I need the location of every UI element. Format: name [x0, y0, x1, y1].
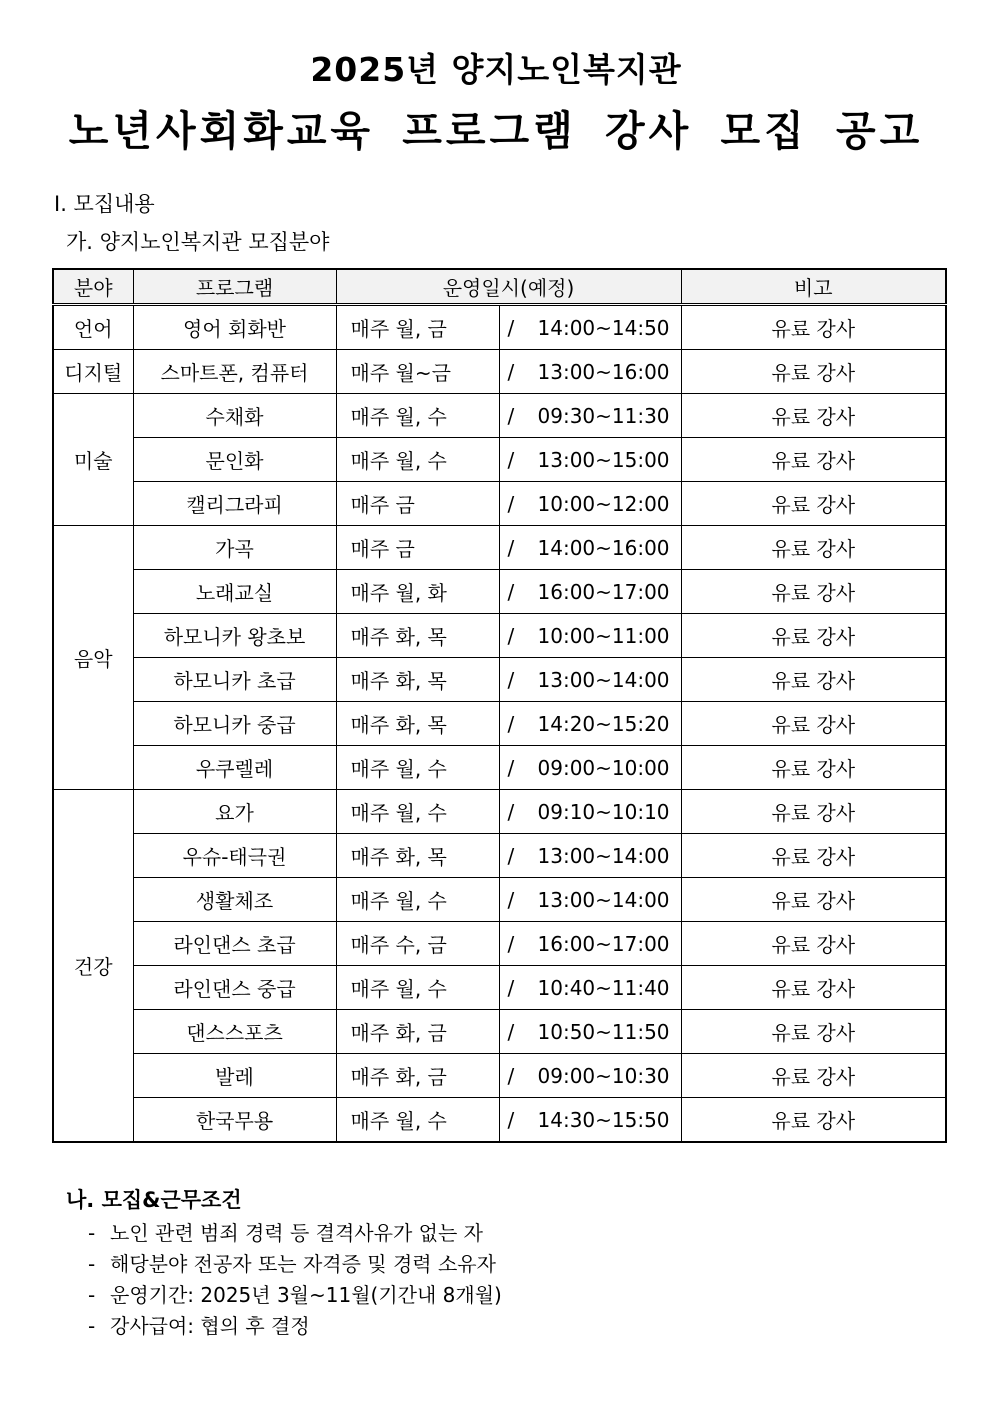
program-cell: 라인댄스 중급 — [133, 966, 336, 1010]
program-cell: 생활체조 — [133, 878, 336, 922]
section-1-heading: Ⅰ. 모집내용 — [54, 192, 155, 216]
condition-text: 운영기간: 2025년 3월~11월(기간내 8개월) — [110, 1283, 502, 1307]
note-cell: 유료 강사 — [681, 922, 946, 966]
program-cell: 한국무용 — [133, 1098, 336, 1143]
table-row — [53, 1098, 946, 1143]
condition-text: 강사급여: 협의 후 결정 — [110, 1314, 310, 1338]
header-schedule: 운영일시(예정) — [336, 269, 681, 305]
program-cell: 우슈-태극권 — [133, 834, 336, 878]
time-separator: / — [507, 1063, 515, 1088]
time-separator: / — [507, 711, 515, 736]
program-cell: 요가 — [133, 790, 336, 834]
time-cell — [499, 702, 681, 746]
category-cell: 미술 — [53, 394, 133, 526]
program-cell: 하모니카 초급 — [133, 658, 336, 702]
table-row — [53, 922, 946, 966]
time-separator: / — [507, 667, 515, 692]
table-row — [53, 966, 946, 1010]
time-separator: / — [507, 799, 515, 824]
note-cell: 유료 강사 — [681, 966, 946, 1010]
note-cell: 유료 강사 — [681, 658, 946, 702]
conditions-list — [88, 1218, 502, 1342]
dash-bullet: - — [88, 1283, 96, 1307]
time-value: 10:00~11:00 — [537, 623, 670, 648]
time-cell — [499, 790, 681, 834]
table-row — [53, 438, 946, 482]
time-separator: / — [507, 755, 515, 780]
dash-bullet: - — [88, 1314, 96, 1338]
header-note: 비고 — [681, 269, 946, 305]
time-separator: / — [507, 975, 515, 1000]
table-row — [53, 394, 946, 438]
table-row — [53, 570, 946, 614]
table-row — [53, 350, 946, 394]
note-cell: 유료 강사 — [681, 614, 946, 658]
note-cell: 유료 강사 — [681, 1054, 946, 1098]
condition-item — [88, 1218, 502, 1249]
program-cell: 노래교실 — [133, 570, 336, 614]
table-row — [53, 878, 946, 922]
time-cell — [499, 614, 681, 658]
note-cell: 유료 강사 — [681, 482, 946, 526]
days-cell: 매주 화, 목 — [336, 614, 499, 658]
time-value: 14:00~16:00 — [537, 535, 670, 560]
table-row — [53, 834, 946, 878]
time-cell — [499, 1054, 681, 1098]
time-value: 14:20~15:20 — [537, 711, 670, 736]
time-value: 09:30~11:30 — [537, 403, 670, 428]
category-cell: 언어 — [53, 305, 133, 350]
table-row — [53, 614, 946, 658]
program-cell: 발레 — [133, 1054, 336, 1098]
days-cell: 매주 화, 금 — [336, 1054, 499, 1098]
time-separator: / — [507, 887, 515, 912]
note-cell: 유료 강사 — [681, 305, 946, 350]
time-value: 16:00~17:00 — [537, 579, 670, 604]
days-cell: 매주 월, 수 — [336, 1098, 499, 1143]
table-header-row — [53, 269, 946, 305]
note-cell: 유료 강사 — [681, 394, 946, 438]
time-cell — [499, 658, 681, 702]
program-cell: 우쿠렐레 — [133, 746, 336, 790]
days-cell: 매주 화, 목 — [336, 702, 499, 746]
time-cell — [499, 350, 681, 394]
days-cell: 매주 월, 화 — [336, 570, 499, 614]
time-value: 13:00~15:00 — [537, 447, 670, 472]
days-cell: 매주 월, 수 — [336, 878, 499, 922]
days-cell: 매주 월, 수 — [336, 746, 499, 790]
days-cell: 매주 월, 수 — [336, 394, 499, 438]
note-cell: 유료 강사 — [681, 350, 946, 394]
header-category: 분야 — [53, 269, 133, 305]
note-cell: 유료 강사 — [681, 790, 946, 834]
days-cell: 매주 월, 수 — [336, 966, 499, 1010]
time-cell — [499, 1098, 681, 1143]
program-cell: 라인댄스 초급 — [133, 922, 336, 966]
program-table — [52, 268, 947, 1143]
title-line-2: 노년사회화교육 프로그램 강사 모집 공고 — [68, 107, 924, 155]
time-value: 13:00~16:00 — [537, 359, 670, 384]
time-separator: / — [507, 843, 515, 868]
program-cell: 댄스스포츠 — [133, 1010, 336, 1054]
time-value: 13:00~14:00 — [537, 887, 670, 912]
time-value: 13:00~14:00 — [537, 667, 670, 692]
time-cell — [499, 746, 681, 790]
time-separator: / — [507, 1107, 515, 1132]
note-cell: 유료 강사 — [681, 438, 946, 482]
time-separator: / — [507, 447, 515, 472]
note-cell: 유료 강사 — [681, 1010, 946, 1054]
days-cell: 매주 월~금 — [336, 350, 499, 394]
condition-text: 해당분야 전공자 또는 자격증 및 경력 소유자 — [110, 1252, 496, 1276]
program-cell: 스마트폰, 컴퓨터 — [133, 350, 336, 394]
note-cell: 유료 강사 — [681, 570, 946, 614]
time-cell — [499, 966, 681, 1010]
program-cell: 하모니카 중급 — [133, 702, 336, 746]
time-cell — [499, 526, 681, 570]
days-cell: 매주 화, 목 — [336, 658, 499, 702]
program-cell: 하모니카 왕초보 — [133, 614, 336, 658]
table-row — [53, 526, 946, 570]
condition-item — [88, 1280, 502, 1311]
days-cell: 매주 월, 금 — [336, 305, 499, 350]
time-separator: / — [507, 491, 515, 516]
dash-bullet: - — [88, 1252, 96, 1276]
time-separator: / — [507, 403, 515, 428]
time-cell — [499, 1010, 681, 1054]
program-cell: 영어 회화반 — [133, 305, 336, 350]
time-cell — [499, 482, 681, 526]
table-row — [53, 482, 946, 526]
section-1-subheading: 가. 양지노인복지관 모집분야 — [66, 230, 330, 254]
condition-text: 노인 관련 범죄 경력 등 결격사유가 없는 자 — [110, 1221, 483, 1245]
time-separator: / — [507, 1019, 515, 1044]
condition-item — [88, 1249, 502, 1280]
program-cell: 문인화 — [133, 438, 336, 482]
time-value: 10:40~11:40 — [537, 975, 670, 1000]
time-separator: / — [507, 535, 515, 560]
time-separator: / — [507, 579, 515, 604]
note-cell: 유료 강사 — [681, 702, 946, 746]
note-cell: 유료 강사 — [681, 1098, 946, 1143]
time-separator: / — [507, 623, 515, 648]
time-cell — [499, 438, 681, 482]
table-row — [53, 658, 946, 702]
note-cell: 유료 강사 — [681, 834, 946, 878]
program-cell: 수채화 — [133, 394, 336, 438]
time-cell — [499, 394, 681, 438]
time-value: 13:00~14:00 — [537, 843, 670, 868]
condition-item — [88, 1311, 502, 1342]
program-cell: 캘리그라피 — [133, 482, 336, 526]
category-cell: 음악 — [53, 526, 133, 790]
note-cell: 유료 강사 — [681, 878, 946, 922]
note-cell: 유료 강사 — [681, 526, 946, 570]
note-cell: 유료 강사 — [681, 746, 946, 790]
table-row — [53, 702, 946, 746]
days-cell: 매주 화, 금 — [336, 1010, 499, 1054]
days-cell: 매주 월, 수 — [336, 438, 499, 482]
category-cell: 건강 — [53, 790, 133, 1143]
table-row — [53, 1054, 946, 1098]
time-separator: / — [507, 931, 515, 956]
time-value: 09:10~10:10 — [537, 799, 670, 824]
title-line-1: 2025년 양지노인복지관 — [310, 50, 682, 89]
time-separator: / — [507, 359, 515, 384]
program-cell: 가곡 — [133, 526, 336, 570]
time-value: 09:00~10:00 — [537, 755, 670, 780]
time-value: 14:00~14:50 — [537, 315, 670, 340]
days-cell: 매주 화, 목 — [336, 834, 499, 878]
time-cell — [499, 834, 681, 878]
time-cell — [499, 570, 681, 614]
time-value: 16:00~17:00 — [537, 931, 670, 956]
dash-bullet: - — [88, 1221, 96, 1245]
days-cell: 매주 월, 수 — [336, 790, 499, 834]
time-cell — [499, 922, 681, 966]
category-cell: 디지털 — [53, 350, 133, 394]
time-value: 14:30~15:50 — [537, 1107, 670, 1132]
time-separator: / — [507, 315, 515, 340]
days-cell: 매주 금 — [336, 526, 499, 570]
table-row — [53, 1010, 946, 1054]
table-row — [53, 305, 946, 350]
days-cell: 매주 수, 금 — [336, 922, 499, 966]
table-row — [53, 746, 946, 790]
time-cell — [499, 878, 681, 922]
header-program: 프로그램 — [133, 269, 336, 305]
time-cell — [499, 305, 681, 350]
time-value: 10:50~11:50 — [537, 1019, 670, 1044]
time-value: 09:00~10:30 — [537, 1063, 670, 1088]
table-row — [53, 790, 946, 834]
time-value: 10:00~12:00 — [537, 491, 670, 516]
days-cell: 매주 금 — [336, 482, 499, 526]
section-2-heading: 나. 모집&근무조건 — [66, 1188, 242, 1212]
